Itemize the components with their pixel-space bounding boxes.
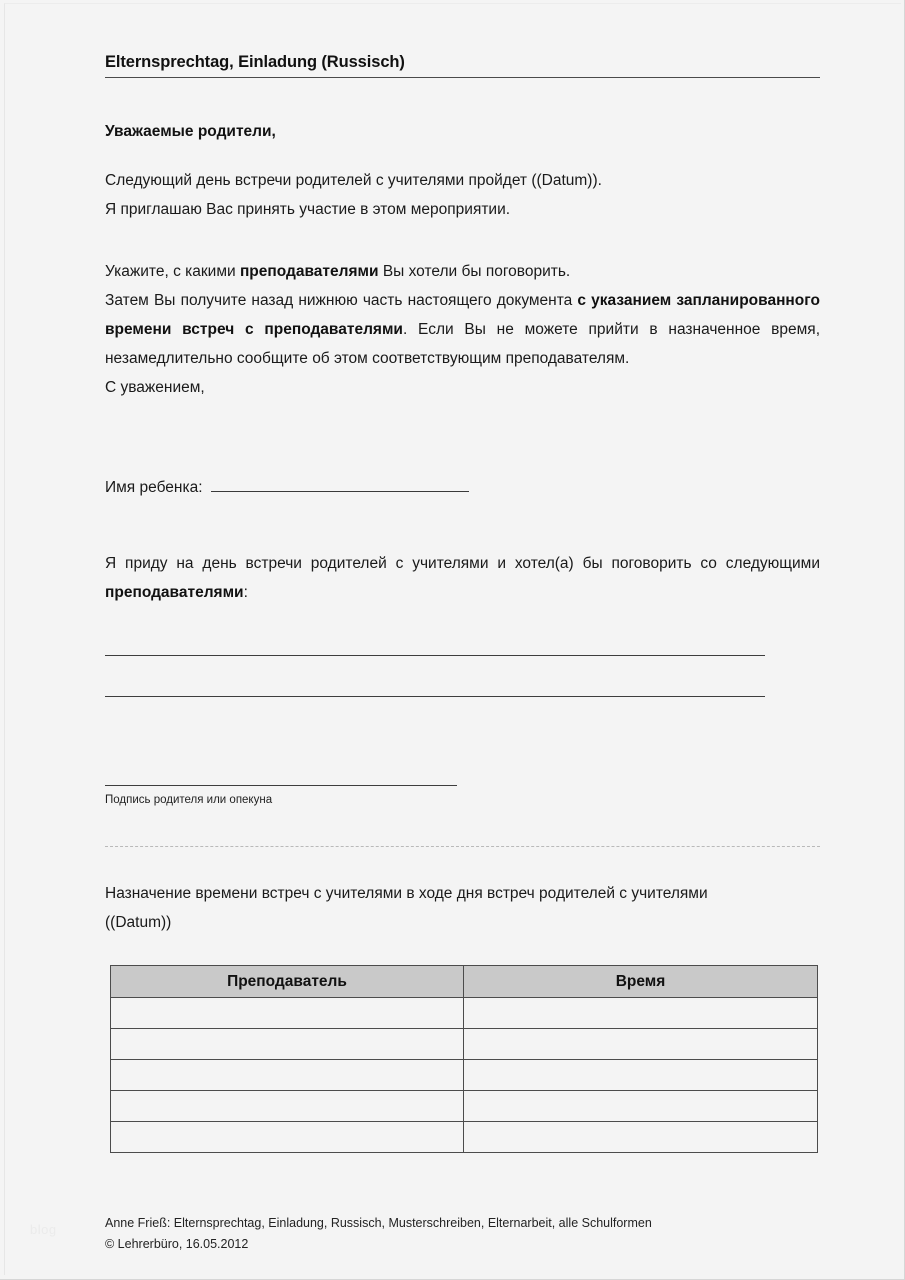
cell-teacher[interactable]	[111, 1060, 464, 1091]
watermark: blog	[30, 1222, 57, 1237]
schedule-table	[110, 965, 818, 1153]
table-header-row	[111, 966, 818, 998]
wish-paragraph-post: :	[243, 584, 248, 601]
table-row	[111, 1060, 818, 1091]
child-name-label: Имя ребенка:	[105, 479, 203, 496]
instructions-line-1-pre: Укажите, с какими	[105, 263, 240, 280]
document-footer	[105, 1213, 820, 1255]
intro-line-1: Следующий день встречи родителей с учителями пройдет ((Datum)).	[105, 172, 602, 189]
signature-line[interactable]	[105, 785, 457, 786]
cell-teacher[interactable]	[111, 998, 464, 1029]
document-content	[105, 0, 820, 1255]
table-row	[111, 998, 818, 1029]
instructions-block	[105, 257, 820, 373]
column-header-time: Время	[464, 966, 818, 998]
wish-paragraph-pre: Я приду на день встречи родителей с учителями и хотел(а) бы поговорить со следующими	[105, 555, 820, 572]
instructions-line-1	[105, 257, 820, 286]
appointment-heading: Назначение времени встреч с учителями в ходе дня встреч родителей с учителями ((Datum))	[105, 885, 708, 931]
wish-paragraph-bold: преподавателями	[105, 584, 244, 601]
intro-block	[105, 166, 820, 224]
schedule-table-body	[111, 998, 818, 1153]
intro-line-2: Я приглашаю Вас принять участие в этом мероприятии.	[105, 201, 511, 218]
teacher-entry-line-1[interactable]	[105, 655, 765, 656]
salutation: Уважаемые родители,	[105, 123, 276, 140]
table-row	[111, 1029, 818, 1060]
cell-time[interactable]	[464, 1091, 818, 1122]
child-name-input[interactable]	[211, 478, 469, 492]
child-name-row	[105, 478, 820, 497]
instructions-paragraph-post: . Если Вы не можете прийти в назначенное время, незамедлительно сообщите об этом соответствующим преподавателям.	[105, 321, 821, 367]
cell-teacher[interactable]	[111, 1091, 464, 1122]
table-row	[111, 1122, 818, 1153]
tear-off-divider	[105, 846, 820, 847]
cell-teacher[interactable]	[111, 1122, 464, 1153]
wish-paragraph	[105, 549, 820, 607]
column-header-teacher: Преподаватель	[111, 966, 464, 998]
page-title: Elternsprechtag, Einladung (Russisch)	[105, 0, 820, 78]
instructions-paragraph	[105, 286, 820, 373]
cell-time[interactable]	[464, 1122, 818, 1153]
closing-regards: С уважением,	[105, 379, 205, 396]
instructions-paragraph-pre: Затем Вы получите назад нижнюю часть настоящего документа	[105, 292, 578, 309]
cell-time[interactable]	[464, 1060, 818, 1091]
cell-time[interactable]	[464, 1029, 818, 1060]
instructions-paragraph-bold: с указанием запланированного времени встреч с преподавателями	[105, 292, 820, 338]
footer-attribution: Anne Frieß: Elternsprechtag, Einladung, Russisch, Musterschreiben, Elternarbeit, alle Schulformen	[105, 1216, 652, 1230]
instructions-line-1-bold: преподавателями	[239, 263, 379, 280]
wish-block	[105, 549, 820, 607]
teacher-entry-line-2[interactable]	[105, 696, 765, 697]
cell-time[interactable]	[464, 998, 818, 1029]
cell-teacher[interactable]	[111, 1029, 464, 1060]
footer-copyright: © Lehrerbüro, 16.05.2012	[105, 1237, 249, 1251]
instructions-line-1-post: Вы хотели бы поговорить.	[378, 263, 571, 280]
table-row	[111, 1091, 818, 1122]
signature-caption: Подпись родителя или опекуна	[105, 794, 273, 806]
